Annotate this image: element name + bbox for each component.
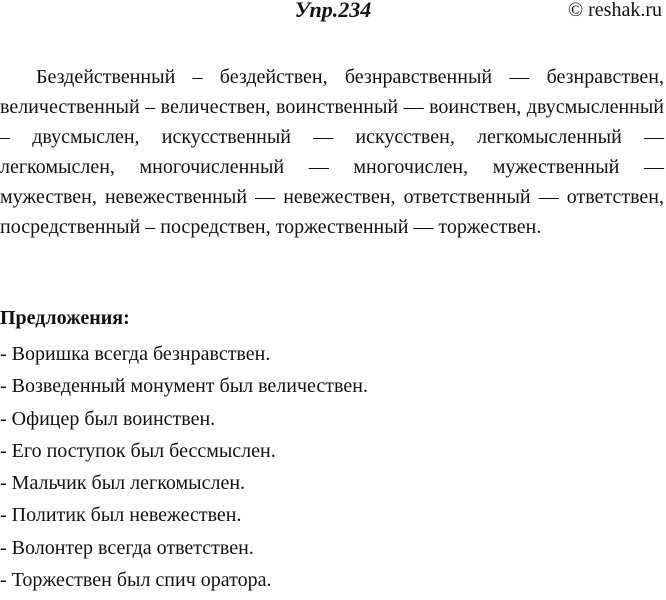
sentence-item: - Политик был невежествен. <box>0 504 242 527</box>
copyright-label: © reshak.ru <box>567 0 662 21</box>
sentence-item: - Торжествен был спич оратора. <box>0 569 272 592</box>
sentence-item: - Его поступок был бессмыслен. <box>0 439 276 462</box>
sentence-item: - Воришка всегда безнравствен. <box>0 343 271 365</box>
sentence-item: - Мальчик был легкомыслен. <box>0 472 246 495</box>
sentence-item: - Возведенный монумент был величествен. <box>0 375 368 398</box>
section-title: Предложения: <box>0 307 130 329</box>
header <box>0 0 666 24</box>
sentence-item: - Волонтер всегда ответствен. <box>0 536 254 559</box>
word-pairs-paragraph: Бездейственный – бездействен, безнравственный — безнравствен, величественный – величествен, воинственный — воинствен, двусмысленный – двусмыслен, искусственный — искусствен, легкомысленный — легкомыслен, многочисленный — многочислен, мужественный — мужествен, невежественный — невежествен, ответственный — ответствен, посредственный – посредствен, торжественный — торжествен. <box>0 66 664 238</box>
exercise-title: Упр.234 <box>294 0 372 22</box>
sentences-list <box>0 338 368 596</box>
sentence-item: - Офицер был воинствен. <box>0 407 216 430</box>
